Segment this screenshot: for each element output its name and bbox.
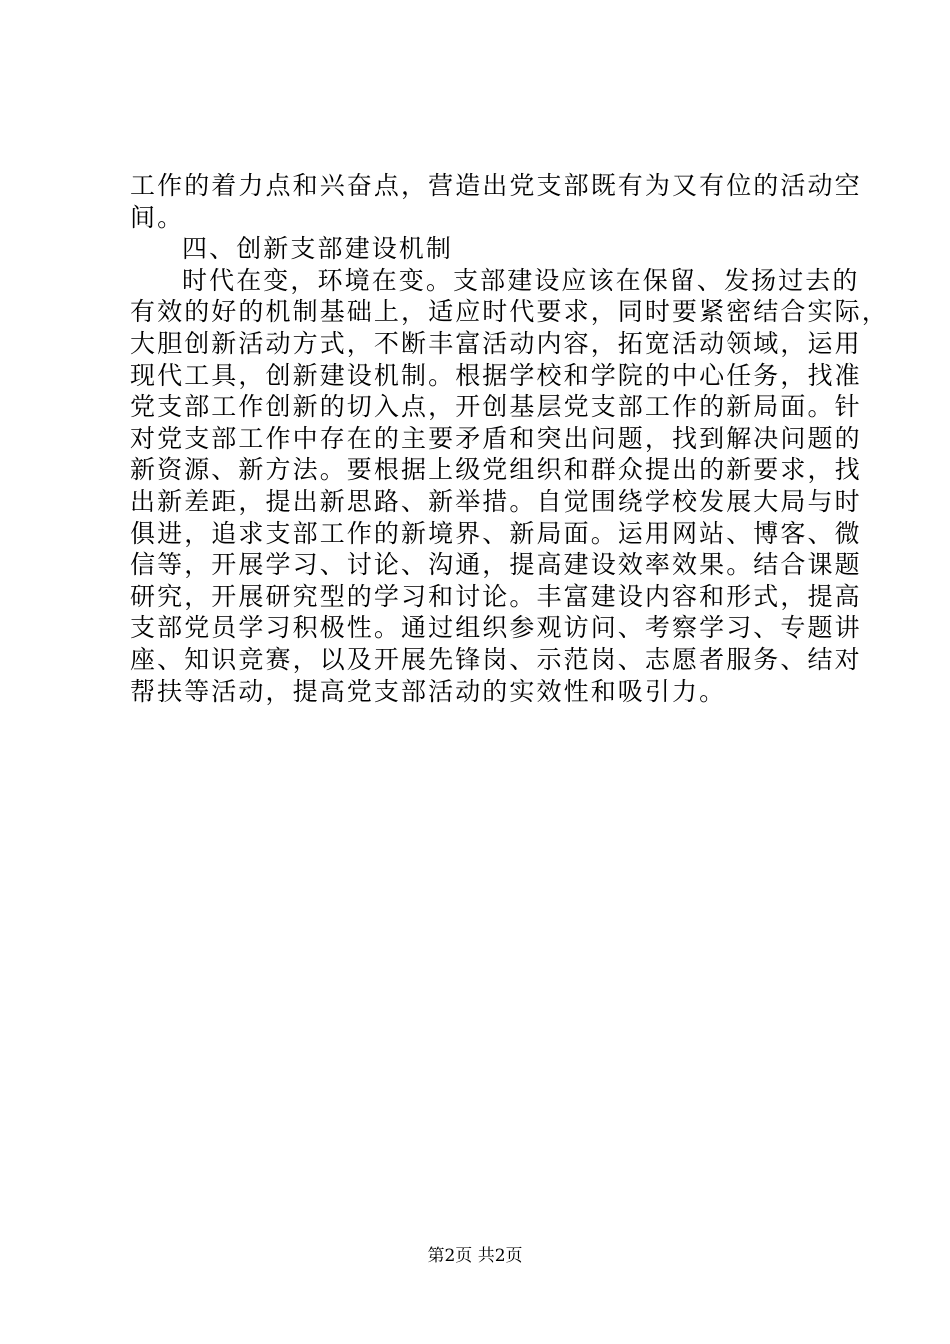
text-line: 党支部工作创新的切入点，开创基层党支部工作的新局面。针 [130, 392, 862, 422]
text-line: 有效的好的机制基础上，适应时代要求，同时要紧密结合实际， [130, 297, 889, 327]
text-line: 工作的着力点和兴奋点，营造出党支部既有为又有位的活动空 [130, 171, 862, 200]
text-line: 帮扶等活动，提高党支部活动的实效性和吸引力。 [130, 676, 727, 706]
text-line: 出新差距，提出新思路、新举措。自觉围绕学校发展大局与时 [130, 486, 862, 516]
text-line: 座、知识竞赛，以及开展先锋岗、示范岗、志愿者服务、结对 [130, 644, 862, 674]
document-body [130, 170, 889, 707]
text-line: 对党支部工作中存在的主要矛盾和突出问题，找到解决问题的 [130, 423, 862, 453]
text-line: 现代工具，创新建设机制。根据学校和学院的中心任务，找准 [130, 360, 862, 390]
text-line: 新资源、新方法。要根据上级党组织和群众提出的新要求，找 [130, 455, 862, 485]
text-line: 时代在变，环境在变。支部建设应该在保留、发扬过去的 [182, 265, 860, 295]
text-line: 俱进，追求支部工作的新境界、新局面。运用网站、博客、微 [130, 518, 862, 548]
text-line: 大胆创新活动方式，不断丰富活动内容，拓宽活动领域，运用 [130, 328, 862, 358]
text-line: 间。 [130, 202, 185, 232]
text-line: 信等，开展学习、讨论、沟通，提高建设效率效果。结合课题 [130, 550, 862, 580]
text-line: 支部党员学习积极性。通过组织参观访问、考察学习、专题讲 [130, 613, 862, 643]
section-heading: 四、创新支部建设机制 [182, 234, 454, 264]
page-number-footer: 第2页 共2页 [427, 1246, 523, 1266]
text-line: 研究，开展研究型的学习和讨论。丰富建设内容和形式，提高 [130, 581, 862, 611]
